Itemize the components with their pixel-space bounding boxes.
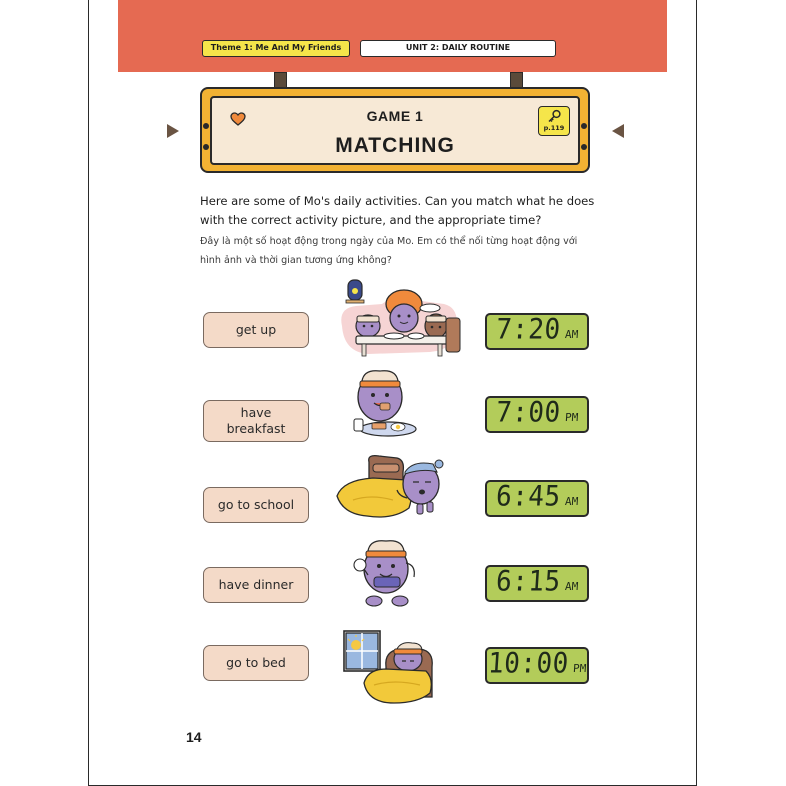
clock-time: 10:00: [486, 647, 570, 681]
game-title: MATCHING: [335, 134, 455, 157]
activity-label: have dinner: [218, 577, 294, 592]
digital-clock[interactable]: [485, 565, 589, 602]
instructions-vietnamese: Đây là một số hoạt động trong ngày của Mo. Em có thể nối từng hoạt động với hình ảnh và thời gian tương ứng không?: [200, 236, 578, 266]
activity-label: go to school: [217, 497, 295, 512]
clock-period: AM: [564, 580, 579, 593]
header-band: [118, 0, 667, 72]
activity-box-have-breakfast[interactable]: [203, 400, 309, 442]
clock-period: PM: [564, 411, 579, 424]
answer-key-badge[interactable]: [538, 106, 570, 136]
breakfast-illustration[interactable]: [350, 367, 420, 439]
theme-tag: Theme 1: Me And My Friends: [202, 40, 350, 57]
activity-label: have breakfast: [226, 405, 286, 436]
family-dinner-illustration[interactable]: [332, 278, 468, 360]
sign-bolt-icon: [581, 123, 587, 129]
sign-bolt-icon: [203, 144, 209, 150]
activity-box-go-to-bed[interactable]: [203, 645, 309, 681]
clock-period: PM: [572, 662, 587, 675]
sleeping-illustration[interactable]: [342, 627, 440, 709]
activity-box-have-dinner[interactable]: [203, 567, 309, 603]
clock-time: 7:20: [495, 313, 562, 347]
sign-bolt-icon: [581, 144, 587, 150]
page-number: 14: [186, 729, 202, 745]
digital-clock[interactable]: [485, 480, 589, 517]
sign-bolt-icon: [203, 123, 209, 129]
activity-label: get up: [235, 322, 277, 337]
clock-time: 7:00: [495, 396, 562, 430]
clock-time: 6:45: [495, 480, 562, 514]
waking-up-illustration[interactable]: [333, 450, 451, 524]
clock-period: AM: [564, 328, 579, 341]
digital-clock[interactable]: [485, 313, 589, 350]
instructions-english: Here are some of Mo's daily activities. Can you match what he does with the correct activity picture, and the appropriate time?: [200, 194, 595, 227]
going-to-school-illustration[interactable]: [350, 535, 422, 609]
activity-box-get-up[interactable]: [203, 312, 309, 348]
activity-label: go to bed: [226, 655, 286, 670]
left-arrow-icon: [167, 124, 179, 138]
unit-tag: UNIT 2: DAILY ROUTINE: [360, 40, 556, 57]
right-arrow-icon: [612, 124, 624, 138]
key-icon: [546, 109, 562, 123]
clock-period: AM: [564, 495, 579, 508]
activity-box-go-to-school[interactable]: [203, 487, 309, 523]
digital-clock[interactable]: [485, 396, 589, 433]
answer-key-page: p.119: [543, 124, 565, 132]
game-label: GAME 1: [366, 108, 424, 124]
clock-time: 6:15: [495, 565, 562, 599]
digital-clock[interactable]: [485, 647, 589, 684]
